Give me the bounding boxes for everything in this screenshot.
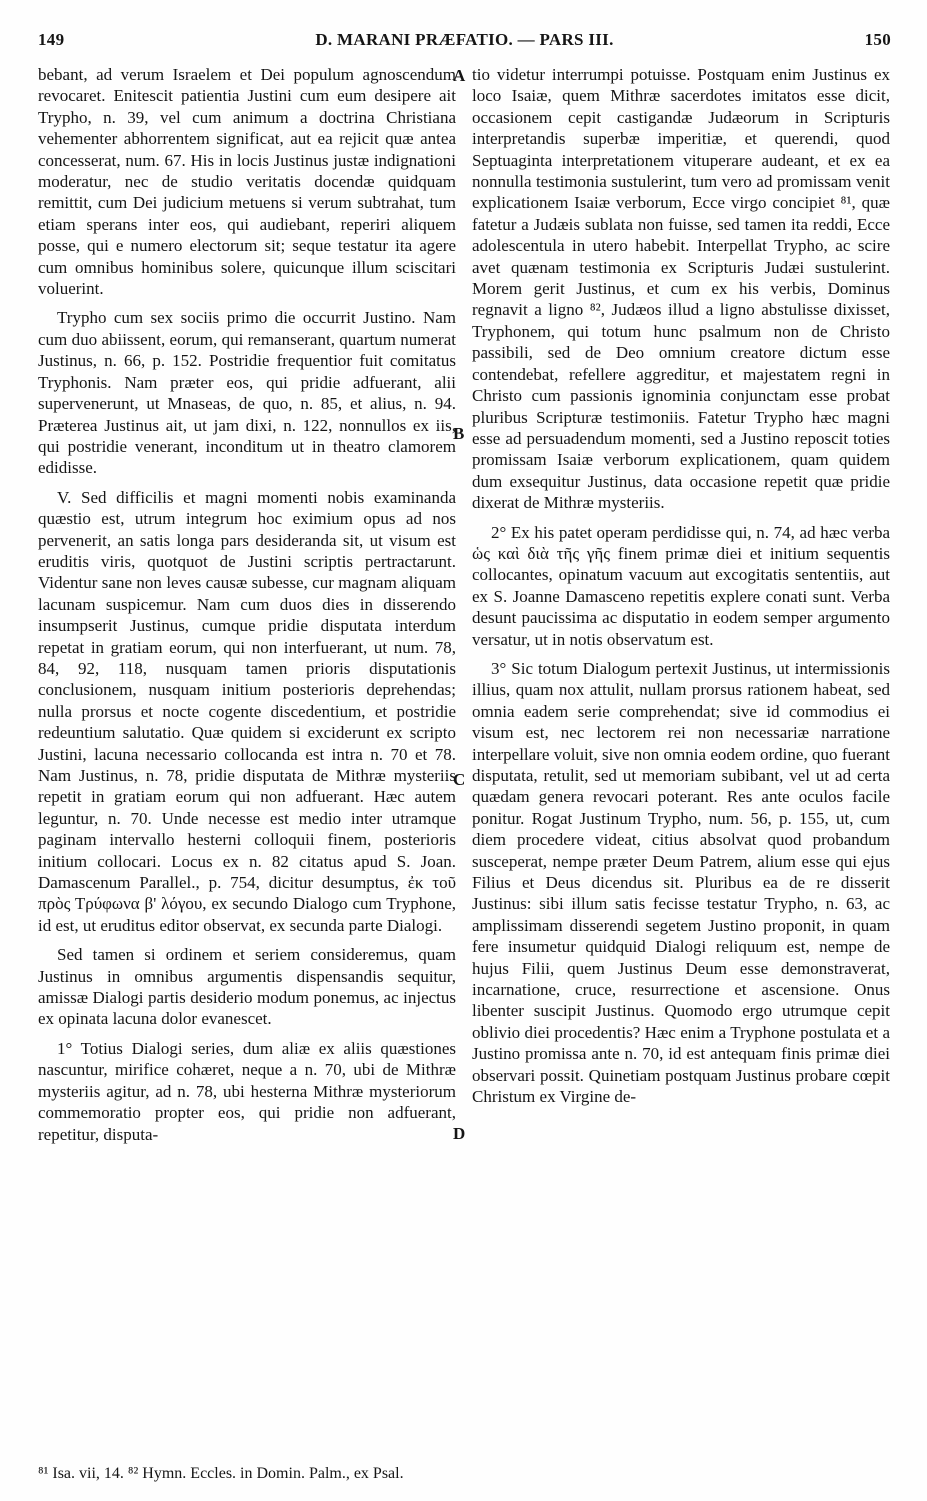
paragraph: bebant, ad verum Israelem et Dei populum agnoscendum revocaret. Enitescit patientia Justini cum eum desipere ait Trypho, n. 39, vel cum animum a doctrina Christiana vehementer abhorrentem significat, aut ea rejicit quæ antea concesserat, num. 67. His in locis Justinus justæ indignationi moderatur, nec de studio veritatis docendæ quidquam remittit, cum Dei judicium metuens si verum subtrahat, tum etiam sperans inter eos, qui audiebant, reperiri aliquem posse, qui e numero electorum sit; seque testatur ita agere cum omnibus hominibus solere, quicunque illum sciscitari voluerint.: [38, 65, 456, 299]
paragraph: tio videtur interrumpi potuisse. Postquam enim Justinus ex loco Isaiæ, quem Mithræ sacerdotes imitatos esse dicit, occasionem cepit castigandæ Judæorum in Scripturis interpretandis superbæ imperitiæ, et querendi, quod Septuaginta interpretationem vituperare audeant, et ex ea nonnulla testimonia sustulerint, tum vero ad promissam venit explicationem Isaiæ verborum, Ecce virgo concipiet ⁸¹, quæ fatetur a Judæis sublata non fuisse, sed tamen ita reddi, Ecce adolescentula in utero habebit. Interpellat Trypho, ac scire avet quænam testimonia ex Scripturis Judæi sustulerint. Morem gerit Justinus, et cum ex his verbis, Dominus regnavit a ligno ⁸², Judæos illud a ligno abstulisse dixisset, Tryphonem, qui totum hunc psalmum non de Christo passibili, sed de Deo omnium creatore dictum esse contendebat, refellere aggreditur, et majestatem regni in Christo cum passionis ignominia conjunctam esse probat pluribus Scripturæ testimoniis. Fatetur Trypho hæc magni esse ad persuadendum momenti, sed a Justino reposcit toties promissam Isaiæ verborum explicationem, quam quidem dum exsequitur Justinus, data occasione repetit quæ pridie dixerat de Mithræ mysteriis.: [472, 65, 890, 513]
margin-marker-a: A: [453, 66, 466, 85]
margin-marker-c: C: [453, 770, 466, 789]
paragraph: Trypho cum sex sociis primo die occurrit Justino. Nam cum duo abiissent, eorum, qui remanserant, quartum numerat Justinus, n. 66, p. 152. Postridie frequentior fuit comitatus Tryphonis. Nam præter eos, qui pridie adfuerant, alii supervenerunt, ut Mnaseas, de quo, n. 85, et alius, n. 94. Præterea Justinus ait, ut jam dixi, n. 122, nonnullos ex iis, qui postridie venerant, inconditum ut in theatro clamorem edidisse.: [38, 308, 456, 478]
running-header: [38, 30, 891, 60]
paragraph: 3° Sic totum Dialogum pertexit Justinus, ut intermissionis illius, quam nox attulit, nullam prorsus rationem habeat, sed omnia eadem serie comprehendat; sive id commodius ei visum est, nec lectorem rei non necessariæ narratione interpellare voluit, sive non omnia eodem ordine, quo fuerant disputata, retulit, sed ut memoriam subibant, vel ut ad certa quædam genera revocari poterant. Res ante oculos facile ponitur. Rogat Justinum Trypho, num. 56, p. 155, ut, cum diem procedere videat, citius absolvat quod probandum susceperat, nempe præter Deum Patrem, alium esse qui ejus Filius et Deus dicendus sit. Pluribus ea de re disserit Justinus: sibi illum satis fecisse testatur Trypho, n. 63, ac amplissimam disserendi segetem Justino proponit, in quam fere insumetur quidquid Dialogi reliquum est, nempe de hujus Filii, quem Justinus Deum esse demonstraverat, incarnatione, cruce, resurrectione et ascensione. Onus libenter suscipit Justinus. Quomodo ergo utrumque cepit oblivio diei procedentis? Hæc enim a Tryphone postulata et a Justino promissa ante n. 70, id est antequam finis primæ diei observari possit. Quinetiam postquam Justinus probare cœpit Christum ex Virgine de-: [472, 658, 890, 1107]
margin-marker-d: D: [453, 1124, 466, 1143]
paragraph: 1° Totius Dialogi series, dum aliæ ex aliis quæstiones nascuntur, mirifice cohæret, neque a n. 70, ubi de Mithræ mysteriis agitur, ad n. 78, ubi hesterna Mithræ mysteriorum commemoratio propter eos, qui pridie non adfuerant, repetitur, disputa-: [38, 1038, 456, 1144]
left-column: [38, 64, 456, 1153]
left-page-number: 149: [38, 30, 65, 49]
margin-marker-b: B: [453, 424, 465, 443]
right-page-number: 150: [864, 30, 891, 49]
right-column: [472, 64, 890, 1116]
paragraph: 2° Ex his patet operam perdidisse qui, n. 74, ad hæc verba ὡς καὶ διὰ τῆς γῆς finem primæ diei et initium sequentis collocantes, opinatum vacuum aut excogitatis sententiis, aut ex S. Joanne Damasceno repetitis explere conati sunt. Verba desunt paucissima ac disputatio in eodem semper argumento versatur, ut in notis observatum est.: [472, 522, 890, 649]
paragraph: Sed tamen si ordinem et seriem consideremus, quam Justinus in omnibus argumentis dispensandis sequitur, amissæ Dialogi partis desiderio modum ponemus, ac injectus ex opinata lacuna dolor evanescet.: [38, 945, 456, 1029]
paragraph: V. Sed difficilis et magni momenti nobis examinanda quæstio est, utrum integrum hoc eximium opus ad nos pervenerit, an satis longa pars desideranda sit, ut visum est eruditis viris, quotquot de Justini scriptis pertractarunt. Videntur sane non leves causæ subesse, cur magnam aliquam lacunam suspicemur. Nam cum duos dies in disserendo insumpserit Justinus, cumque pridie disputata interdum repetat in gratiam eorum, qui non interfuerant, ut num. 78, 84, 92, 118, nusquam tamen prioris disputationis conclusionem, nusquam initium posterioris deprehendas; nulla prorsus et nocte cogente discedentium, et postridie redeuntium salutatio. Quæ quidem si exciderunt ex scripto Justini, lacuna necessario collocanda est intra n. 70 et 78. Nam Justinus, n. 78, pridie disputata de Mithræ mysteriis repetit in gratiam eorum qui non adfuerant. Hæc autem leguntur, n. 70. Unde necesse est medio inter utramque paginam intervallo hesterni colloquii finem, posterioris initium collocari. Locus ex n. 82 citatus apud S. Joan. Damascenum Parallel., p. 754, dicitur desumptus, ἐκ τοῦ πρὸς Τρύφωνα β' λόγου, ex secundo Dialogo cum Tryphone, id est, ut eruditus editor observat, ex secunda parte Dialogi.: [38, 487, 456, 935]
footnotes: ⁸¹ Isa. vii, 14. ⁸² Hymn. Eccles. in Domin. Palm., ex Psal.: [38, 1465, 404, 1482]
running-title: D. MARANI PRÆFATIO. — PARS III.: [315, 30, 614, 49]
